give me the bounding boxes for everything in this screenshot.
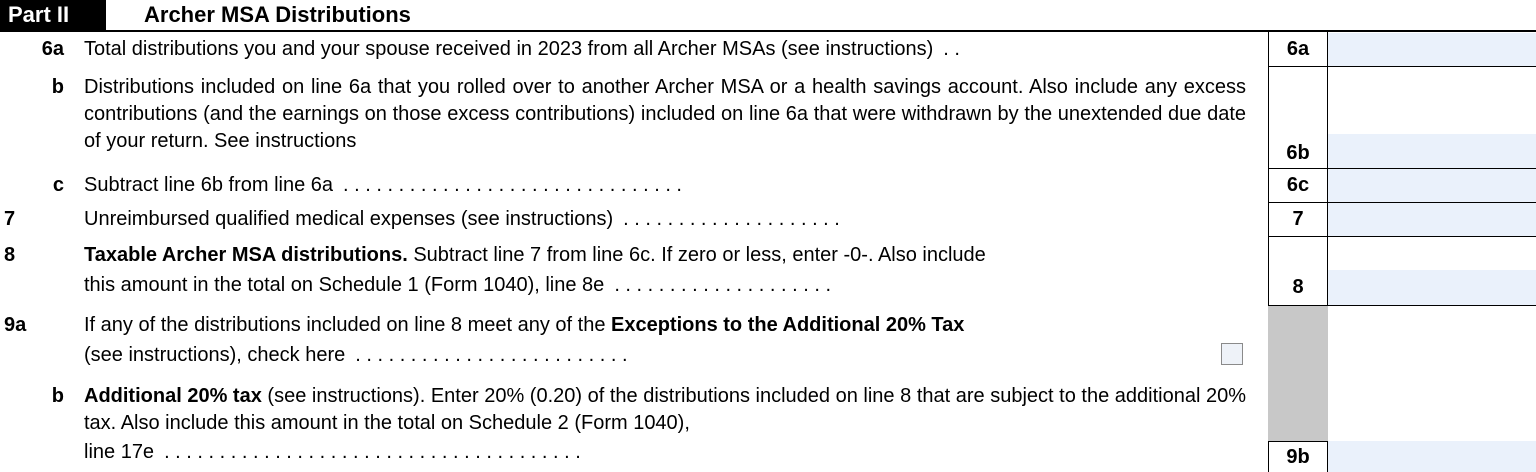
amount-field-7[interactable] — [1328, 203, 1536, 236]
line-number: c — [52, 174, 64, 196]
leader-dots: . . . . . . . . . . . . . . . . . . . . . . . . . . . . . . . . . . . . . . — [164, 441, 581, 463]
part-header — [0, 0, 1536, 32]
leader-dots: . . . . . . . . . . . . . . . . . . . . . . . . . . . . . . . — [343, 174, 682, 196]
line-text-2: line 17e — [84, 441, 155, 463]
leader-dots: . . — [943, 38, 960, 60]
amount-field-6c[interactable] — [1328, 169, 1536, 202]
leader-dots: . . . . . . . . . . . . . . . . . . . . . . . . . — [355, 344, 628, 366]
line-text: Subtract line 7 from line 6c. If zero or less, enter -0-. Also include — [407, 244, 986, 266]
divider — [1268, 305, 1536, 306]
line-text-2: this amount in the total on Schedule 1 (Form 1040), line 8e — [84, 274, 605, 296]
box-label-9b: 9b — [1286, 446, 1310, 468]
box-label-6a: 6a — [1286, 38, 1310, 60]
leader-dots: . . . . . . . . . . . . . . . . . . . . — [623, 208, 840, 230]
amount-field-8[interactable] — [1328, 270, 1536, 305]
divider — [1268, 236, 1536, 237]
line-number: 7 — [4, 208, 16, 230]
line-text: Total distributions you and your spouse received in 2023 from all Archer MSAs (see instructions) — [84, 38, 934, 60]
line-text: Unreimbursed qualified medical expenses (see instructions) — [84, 208, 614, 230]
line-number: 8 — [4, 244, 16, 266]
line-text: If any of the distributions included on line 8 meet any of the — [84, 314, 611, 336]
line-bold-text: Additional 20% tax — [84, 385, 262, 407]
line-number: b — [51, 385, 64, 407]
exception-checkbox[interactable] — [1221, 343, 1243, 365]
line-text: (see instructions). Enter 20% (0.20) of the distributions included on line 8 that are subject to the additional 20% tax. Also include this amount in the total on Schedule 2 (Form 1040), — [84, 385, 1247, 434]
shaded-cell — [1268, 305, 1328, 441]
box-label-7: 7 — [1292, 208, 1304, 230]
line-number: 9a — [4, 314, 27, 336]
line-bold-text: Taxable Archer MSA distributions. — [84, 244, 408, 266]
line-number: b — [51, 76, 64, 98]
amount-field-9b[interactable] — [1328, 441, 1536, 472]
box-label-8: 8 — [1292, 276, 1304, 298]
part-badge: Part II — [0, 0, 106, 30]
amount-field-6b[interactable] — [1328, 134, 1536, 168]
line-text: Subtract line 6b from line 6a — [84, 174, 334, 196]
divider — [1268, 441, 1328, 442]
line-bold-text: Exceptions to the Additional 20% Tax — [611, 314, 965, 336]
box-label-6c: 6c — [1286, 174, 1310, 196]
line-text-2: (see instructions), check here — [84, 344, 346, 366]
part-title: Archer MSA Distributions — [144, 2, 411, 27]
line-number: 6a — [41, 38, 64, 60]
divider — [1268, 66, 1536, 67]
line-text: Distributions included on line 6a that you rolled over to another Archer MSA or a health savings account. Also include any excess contributions (and the earnings on those excess contributions) included on line 6a that were withdrawn by the unextended due date of your return. See instructions — [84, 76, 1246, 152]
amount-field-6a[interactable] — [1328, 33, 1536, 66]
box-label-6b: 6b — [1286, 142, 1310, 164]
leader-dots: . . . . . . . . . . . . . . . . . . . . — [614, 274, 832, 296]
